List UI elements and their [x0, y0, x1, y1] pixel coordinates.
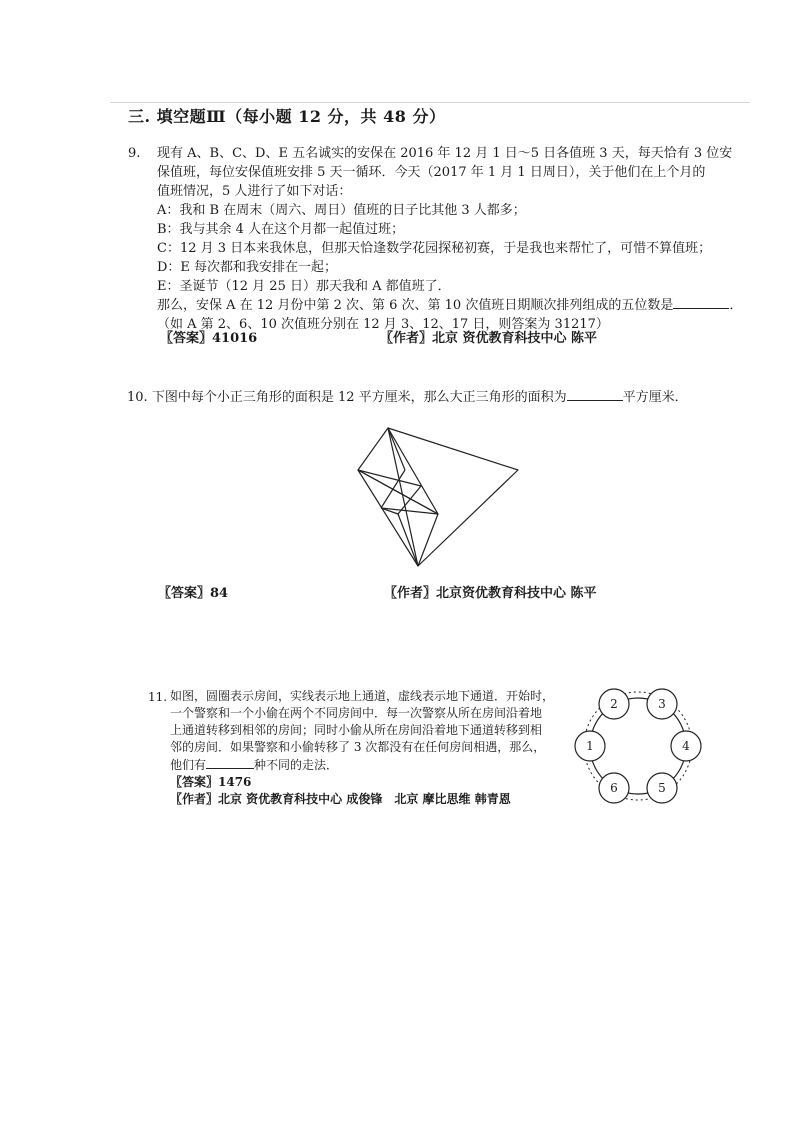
room-3-label: 3: [658, 697, 666, 711]
q11-body: [170, 688, 554, 808]
rooms-diagram: [572, 680, 712, 810]
q11-line-3: 上通道转移到相邻的房间；同时小偷从所在房间沿着地下通道转移到相: [170, 723, 543, 737]
q9-line-7: D：E 每次都和我安排在一起；: [157, 260, 338, 275]
q9-author: 〖作者〗北京 资优教育科技中心 陈平: [380, 331, 598, 346]
q11-author: 〖作者〗北京 资优教育科技中心 成俊锋 北京 摩比思维 韩青恩: [170, 792, 511, 806]
q10-answer-blank: [567, 388, 623, 401]
q10-author: 〖作者〗北京资优教育科技中心 陈平: [384, 586, 597, 601]
q10-answer: 〖答案〗84: [158, 586, 229, 601]
q9-line-8: E：圣诞节（12 月 25 日）那天我和 A 都值班了．: [157, 279, 451, 294]
inner-line-1: [388, 428, 405, 470]
q11-number: 11.: [148, 690, 168, 704]
q11-answer-blank: [206, 756, 254, 769]
q10-text-end: 平方厘米．: [622, 390, 688, 405]
q11-line-1: 如图，圆圈表示房间，实线表示地上通道，虚线表示地下通道．开始时，: [170, 689, 555, 703]
q10-number: 10.: [127, 390, 148, 405]
room-6-label: 6: [610, 781, 618, 795]
q10-text: 下图中每个小正三角形的面积是 12 平方厘米，那么大正三角形的面积为: [151, 390, 567, 405]
q9-question-text: 那么，安保 A 在 12 月份中第 2 次、第 6 次、第 10 次值班日期顺次排列组成的五位数是: [157, 298, 674, 313]
lower-band: [358, 470, 438, 566]
q11-line-2: 一个警察和一个小偷在两个不同房间中．每一次警察从所在房间沿着地: [170, 706, 543, 720]
q9-line-4: A：我和 B 在周末（周六、周日）值班的日子比其他 3 人都多；: [157, 203, 526, 218]
q9-line-2: 保值班，每位安保值班安排 5 天一循环．今天（2017 年 1 月 1 日周日），关于他们在上个月的: [157, 165, 706, 180]
q9-example: （如 A 第 2、6、10 次值班分别在 12 月 3、12、17 日，则答案为 31217）: [157, 317, 609, 332]
room-5-label: 5: [658, 781, 666, 795]
room-1-label: 1: [586, 739, 594, 753]
q10-line: [127, 388, 688, 407]
q11-last-text: 他们有: [170, 758, 207, 772]
header-rule: [110, 102, 750, 103]
room-4-label: 4: [682, 739, 690, 753]
q9-number: 9.: [128, 146, 141, 161]
q9-body: [157, 144, 742, 334]
q9-line-3: 值班情况，5 人进行了如下对话：: [157, 184, 352, 199]
q11-answer: 〖答案〗1476: [170, 775, 252, 789]
q9-line-5: B：我与其余 4 人在这个月都一起值过班；: [157, 222, 405, 237]
q9-answer: 〖答案〗41016: [160, 331, 258, 346]
q11-line-5: [170, 756, 554, 774]
q9-answer-blank: [673, 296, 729, 309]
q9-line-6: C：12 月 3 日本来我休息，但那天恰逢数学花园探秘初赛，于是我也来帮忙了，可惜不算值班；: [157, 241, 712, 256]
section-title: 三. 填空题Ⅲ（每小题 12 分，共 48 分）: [128, 107, 446, 126]
q11-last-end: 种不同的走法．: [254, 758, 339, 772]
q9-question-end: ．: [729, 298, 743, 313]
q9-line-1: 现有 A、B、C、D、E 五名诚实的安保在 2016 年 12 月 1 日～5 日各值班 3 天，每天恰有 3 位安: [157, 146, 733, 161]
q11-line-4: 邻的房间．如果警察和小偷转移了 3 次都没有在任何房间相遇，那么，: [170, 740, 546, 754]
inner-line-3: [358, 470, 421, 486]
triangle-figure: [340, 420, 540, 575]
q9-question: [157, 296, 742, 315]
room-2-label: 2: [610, 697, 618, 711]
